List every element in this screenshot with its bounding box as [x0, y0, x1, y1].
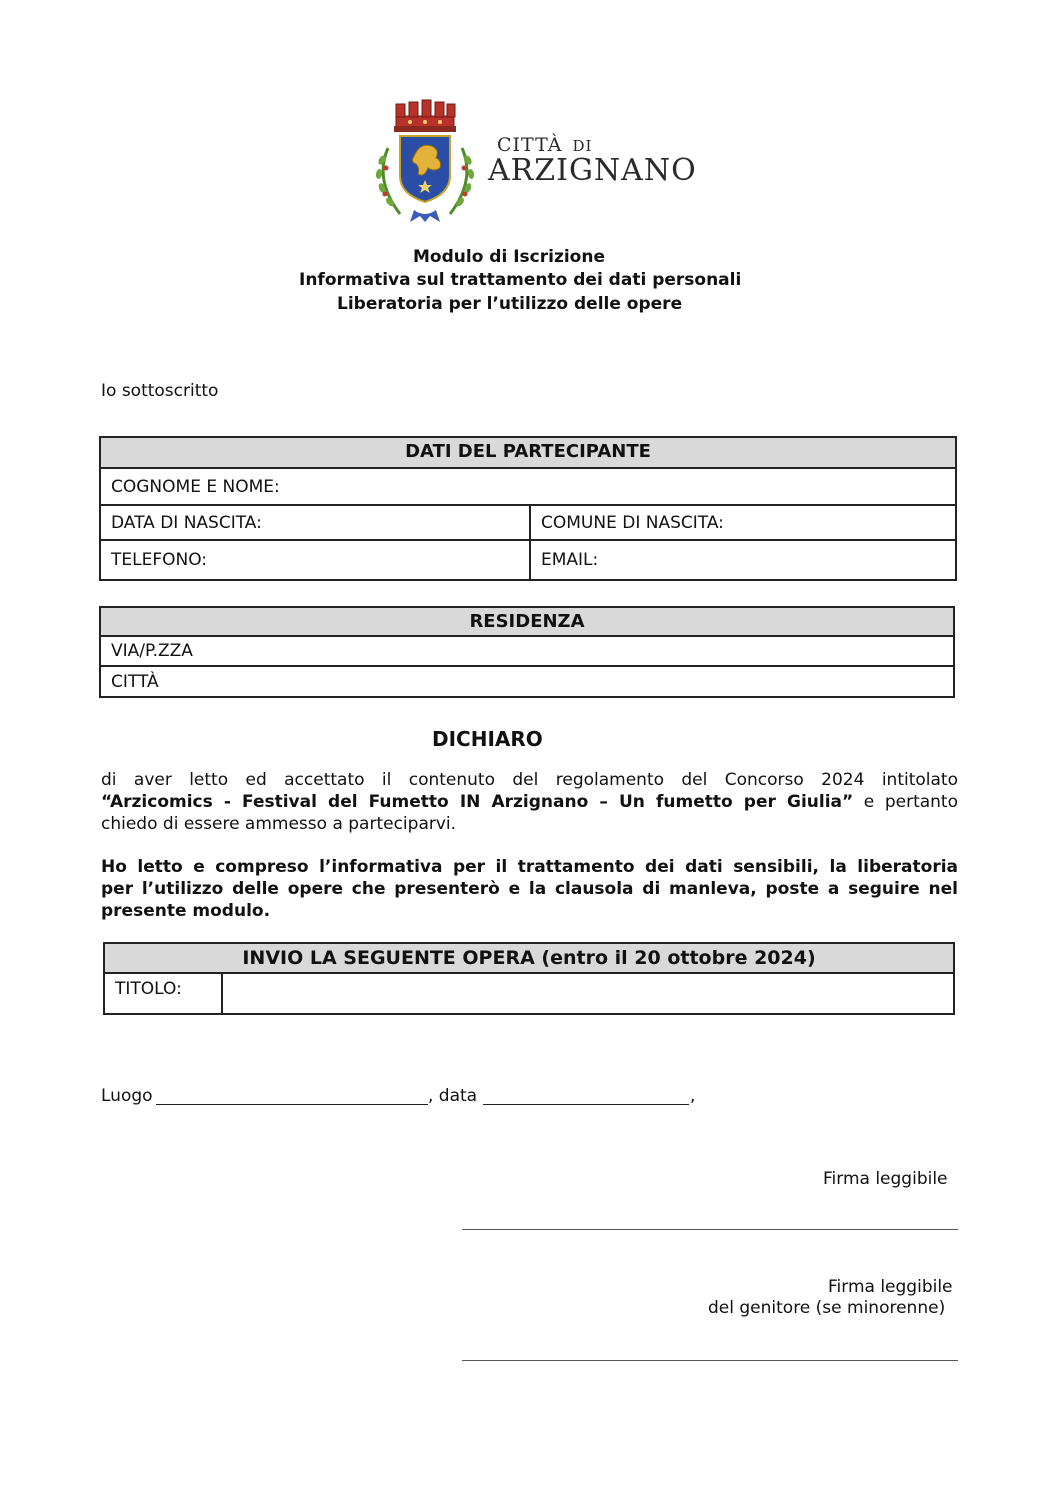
- city-label: CITTÀ: [111, 671, 159, 692]
- arzignano-coat-of-arms-icon: [370, 98, 480, 226]
- work-title-field[interactable]: [223, 974, 953, 1013]
- work-table: [103, 942, 955, 1015]
- signature-label: Firma leggibile: [823, 1169, 948, 1189]
- contest-title: “Arzicomics - Festival del Fumetto IN Arzignano – Un fumetto per Giulia”: [101, 792, 854, 812]
- declaration-line-2-tail: e pertanto: [853, 792, 959, 812]
- name-row[interactable]: [101, 469, 955, 506]
- phone-label: TELEFONO:: [111, 550, 208, 570]
- email-label: EMAIL:: [541, 550, 599, 570]
- work-title-row[interactable]: [105, 974, 953, 1013]
- street-row[interactable]: [101, 637, 953, 667]
- residence-table-heading: RESIDENZA: [101, 608, 953, 637]
- participant-table: [99, 436, 957, 581]
- title-informativa: Informativa sul trattamento dei dati personali: [299, 270, 742, 290]
- birth-place-label: COMUNE DI NASCITA:: [541, 512, 724, 533]
- trailing-comma: ,: [690, 1086, 696, 1106]
- birth-row[interactable]: [101, 506, 955, 541]
- consent-line-3: presente modulo.: [101, 901, 271, 921]
- intro-text: Io sottoscritto: [101, 381, 219, 401]
- name-label: COGNOME E NOME:: [111, 476, 280, 497]
- declaration-line-1: di aver letto ed accettato il contenuto del regolamento del Concorso 2024 intitolato: [101, 770, 958, 790]
- title-liberatoria: Liberatoria per l’utilizzo delle opere: [337, 294, 683, 314]
- date-label: , data: [428, 1086, 478, 1106]
- parent-signature-label-1: Firma leggibile: [828, 1277, 953, 1297]
- declaration-line-3: chiedo di essere ammesso a parteciparvi.: [101, 814, 457, 834]
- city-name: ARZIGNANO: [488, 153, 697, 188]
- date-line[interactable]: [483, 1104, 689, 1105]
- place-label: Luogo: [101, 1086, 153, 1106]
- residence-table: [99, 606, 955, 698]
- declaration-line-2: [101, 791, 958, 813]
- declaration-paragraph-2: [101, 856, 958, 922]
- contact-row[interactable]: [101, 541, 955, 579]
- participant-table-heading: DATI DEL PARTECIPANTE: [101, 438, 955, 469]
- birth-date-label: DATA DI NASCITA:: [111, 512, 262, 533]
- city-prefix: CITTÀ DI: [497, 134, 593, 156]
- consent-line-1: Ho letto e compreso l’informativa per il trattamento dei dati sensibili, la liberatoria: [101, 857, 958, 877]
- place-line[interactable]: [156, 1104, 428, 1105]
- declaration-heading: DICHIARO: [432, 727, 543, 751]
- street-label: VIA/P.ZZA: [111, 641, 193, 661]
- work-table-heading: INVIO LA SEGUENTE OPERA (entro il 20 ottobre 2024): [105, 944, 953, 974]
- title-modulo: Modulo di Iscrizione: [413, 247, 605, 267]
- declaration-paragraph-1: [101, 769, 958, 835]
- parent-signature-line[interactable]: [462, 1360, 958, 1361]
- parent-signature-label-2: del genitore (se minorenne): [708, 1298, 946, 1318]
- consent-line-2: per l’utilizzo delle opere che presenterò e la clausola di manleva, poste a seguire nel: [101, 879, 958, 899]
- signature-line[interactable]: [462, 1229, 958, 1230]
- work-title-label: TITOLO:: [115, 979, 182, 999]
- city-row[interactable]: [101, 667, 953, 696]
- city-di: DI: [572, 137, 593, 155]
